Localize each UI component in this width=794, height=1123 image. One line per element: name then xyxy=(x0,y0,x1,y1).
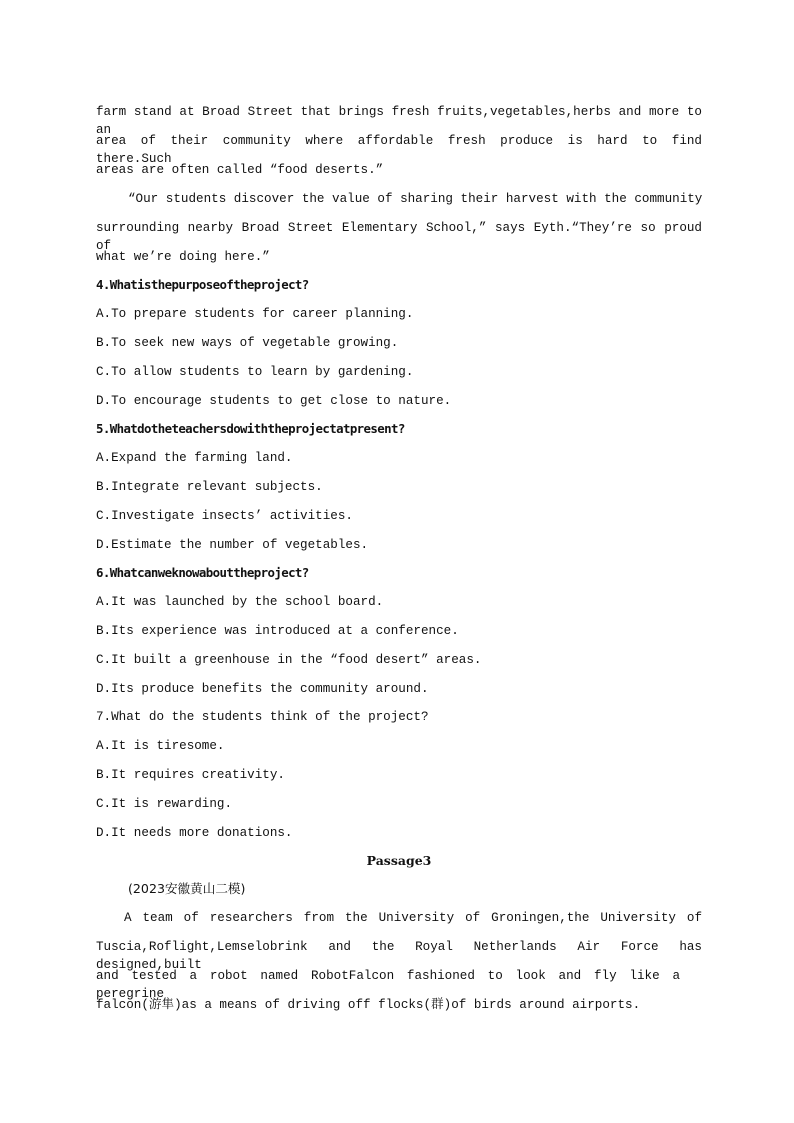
paragraph-line: and tested a robot named RobotFalcon fashioned to look and fly like a peregrine xyxy=(96,969,680,1001)
paragraph-line: areas are often called “food deserts.” xyxy=(96,163,384,177)
answer-option: D.Estimate the number of vegetables. xyxy=(96,538,369,552)
answer-option: D.To encourage students to get close to nature. xyxy=(96,394,452,408)
paragraph-line: what we’re doing here.” xyxy=(96,250,270,264)
paragraph-line: surrounding nearby Broad Street Elementary School,” says Eyth.“They’re so proud of xyxy=(96,221,702,253)
paragraph-line: area of their community where affordable fresh produce is hard to find there.Such xyxy=(96,134,702,166)
passage-title: Passage3 xyxy=(366,853,432,868)
answer-option: C.It built a greenhouse in the “food desert” areas. xyxy=(96,653,482,667)
answer-option: B.Its experience was introduced at a conference. xyxy=(96,624,459,638)
question-stem: 7.What do the students think of the project? xyxy=(96,710,429,724)
question-stem: 5.Whatdotheteachersdowiththeprojectatpresent? xyxy=(96,421,405,436)
answer-option: B.Integrate relevant subjects. xyxy=(96,480,323,494)
question-stem: 4.Whatisthepurposeoftheproject? xyxy=(96,277,309,292)
question-stem: 6.Whatcanweknowabouttheproject? xyxy=(96,565,309,580)
answer-option: A.It was launched by the school board. xyxy=(96,595,384,609)
answer-option: D.It needs more donations. xyxy=(96,826,293,840)
answer-option: D.Its produce benefits the community around. xyxy=(96,682,429,696)
paragraph-line: Tuscia,Roflight,Lemselobrink and the Royal Netherlands Air Force has designed,built xyxy=(96,940,702,972)
answer-option: A.Expand the farming land. xyxy=(96,451,293,465)
passage-source: (2023安徽黄山二模) xyxy=(128,881,246,896)
paragraph-line: falcon(游隼)as a means of driving off flocks(群)of birds around airports. xyxy=(96,998,641,1012)
answer-option: C.It is rewarding. xyxy=(96,797,233,811)
paragraph-line: farm stand at Broad Street that brings fresh fruits,vegetables,herbs and more to an xyxy=(96,105,702,137)
answer-option: C.Investigate insects’ activities. xyxy=(96,509,353,523)
answer-option: B.It requires creativity. xyxy=(96,768,285,782)
paragraph-line: “Our students discover the value of sharing their harvest with the community xyxy=(128,192,703,206)
paragraph-line: A team of researchers from the University of Groningen,the University of xyxy=(124,911,702,925)
answer-option: C.To allow students to learn by gardening. xyxy=(96,365,414,379)
answer-option: A.It is tiresome. xyxy=(96,739,225,753)
answer-option: A.To prepare students for career planning. xyxy=(96,307,414,321)
answer-option: B.To seek new ways of vegetable growing. xyxy=(96,336,399,350)
